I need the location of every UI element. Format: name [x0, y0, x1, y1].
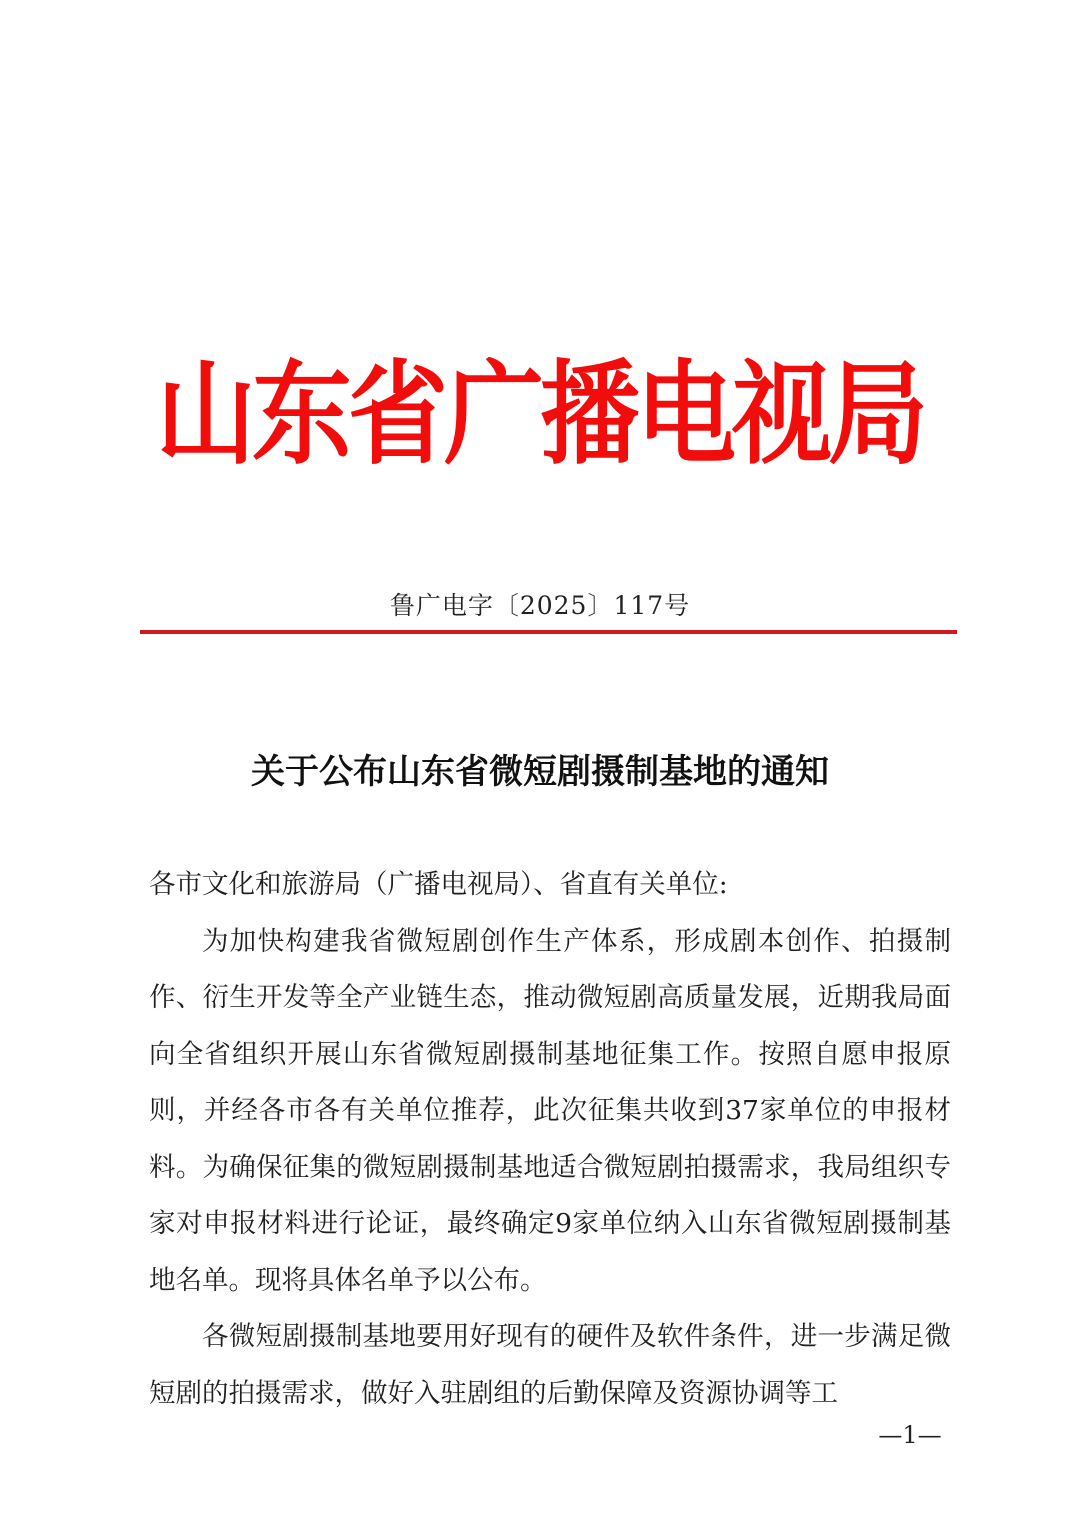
document-title: 关于公布山东省微短剧摄制基地的通知 — [251, 752, 829, 792]
issuing-authority-masthead: 山东省广播电视局 — [156, 348, 924, 480]
document-number: 鲁广电字〔2025〕117号 — [389, 591, 691, 620]
page-number: —1— — [878, 1421, 942, 1449]
body-paragraph-1: 为加快构建我省微短剧创作生产体系，形成剧本创作、拍摄制作、衍生开发等全产业链生态，推动微短剧高质量发展，近期我局面向全省组织开展山东省微短剧摄制基地征集工作。按照自愿申报原则，并经各市各有关单位推荐，此次征集共收到37家单位的申报材料。为确保征集的微短剧摄制基地适合微短剧拍摄需求，我局组织专家对申报材料进行论证，最终确定9家单位纳入山东省微短剧摄制基地名单。现将具体名单予以公布。 — [149, 925, 951, 1296]
red-separator-rule — [140, 630, 957, 634]
document-body — [149, 857, 951, 1422]
body-paragraph-2: 各微短剧摄制基地要用好现有的硬件及软件条件，进一步满足微短剧的拍摄需求，做好入驻剧组的后勤保障及资源协调等工 — [149, 1321, 951, 1409]
salutation: 各市文化和旅游局（广播电视局）、省直有关单位: — [149, 869, 728, 900]
